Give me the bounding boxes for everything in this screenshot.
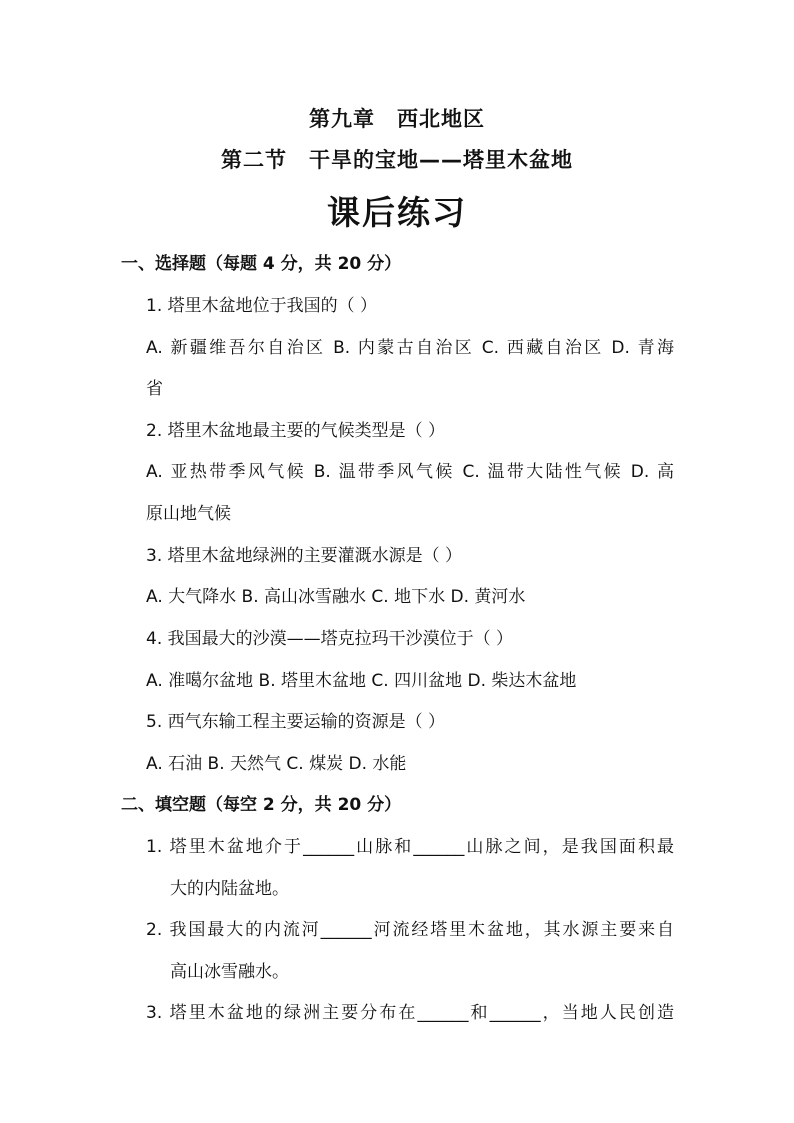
question-3-options: A. 大气降水 B. 高山冰雪融水 C. 地下水 D. 黄河水 [146,587,526,607]
question-1-options: A. 新疆维吾尔自治区 B. 内蒙古自治区 C. 西藏自治区 D. 青海 [146,338,674,358]
question-1-options-continued: 省 [146,379,163,399]
page-title: 课后练习 [327,193,467,232]
section-title: 第二节 干旱的宝地——塔里木盆地 [221,148,573,172]
question-5-stem: 5. 西气东输工程主要运输的资源是（ ） [146,712,446,732]
fill-item-2-line-2: 高山冰雪融水。 [170,962,289,982]
question-4-options: A. 准噶尔盆地 B. 塔里木盆地 C. 四川盆地 D. 柴达木盆地 [146,671,577,691]
section-heading-fill: 二、填空题（每空 2 分，共 20 分） [121,795,402,815]
question-3-stem: 3. 塔里木盆地绿洲的主要灌溉水源是（ ） [146,546,463,566]
question-1-stem: 1. 塔里木盆地位于我国的（ ） [146,296,378,316]
fill-item-3-line-1: 3. 塔里木盆地的绿洲主要分布在______和______，当地人民创造 [146,1003,674,1023]
question-2-options-continued: 原山地气候 [146,504,231,524]
fill-item-1-line-1: 1. 塔里木盆地介于______山脉和______山脉之间，是我国面积最 [146,837,674,857]
question-4-stem: 4. 我国最大的沙漠——塔克拉玛干沙漠位于（ ） [146,629,514,649]
question-2-options: A. 亚热带季风气候 B. 温带季风气候 C. 温带大陆性气候 D. 高 [146,462,674,482]
section-heading-choice: 一、选择题（每题 4 分，共 20 分） [121,254,402,274]
fill-item-1-line-2: 大的内陆盆地。 [170,879,289,899]
question-2-stem: 2. 塔里木盆地最主要的气候类型是（ ） [146,421,446,441]
fill-item-2-line-1: 2. 我国最大的内流河______河流经塔里木盆地，其水源主要来自 [146,920,674,940]
question-5-options: A. 石油 B. 天然气 C. 煤炭 D. 水能 [146,754,407,774]
chapter-title: 第九章 西北地区 [309,107,485,131]
